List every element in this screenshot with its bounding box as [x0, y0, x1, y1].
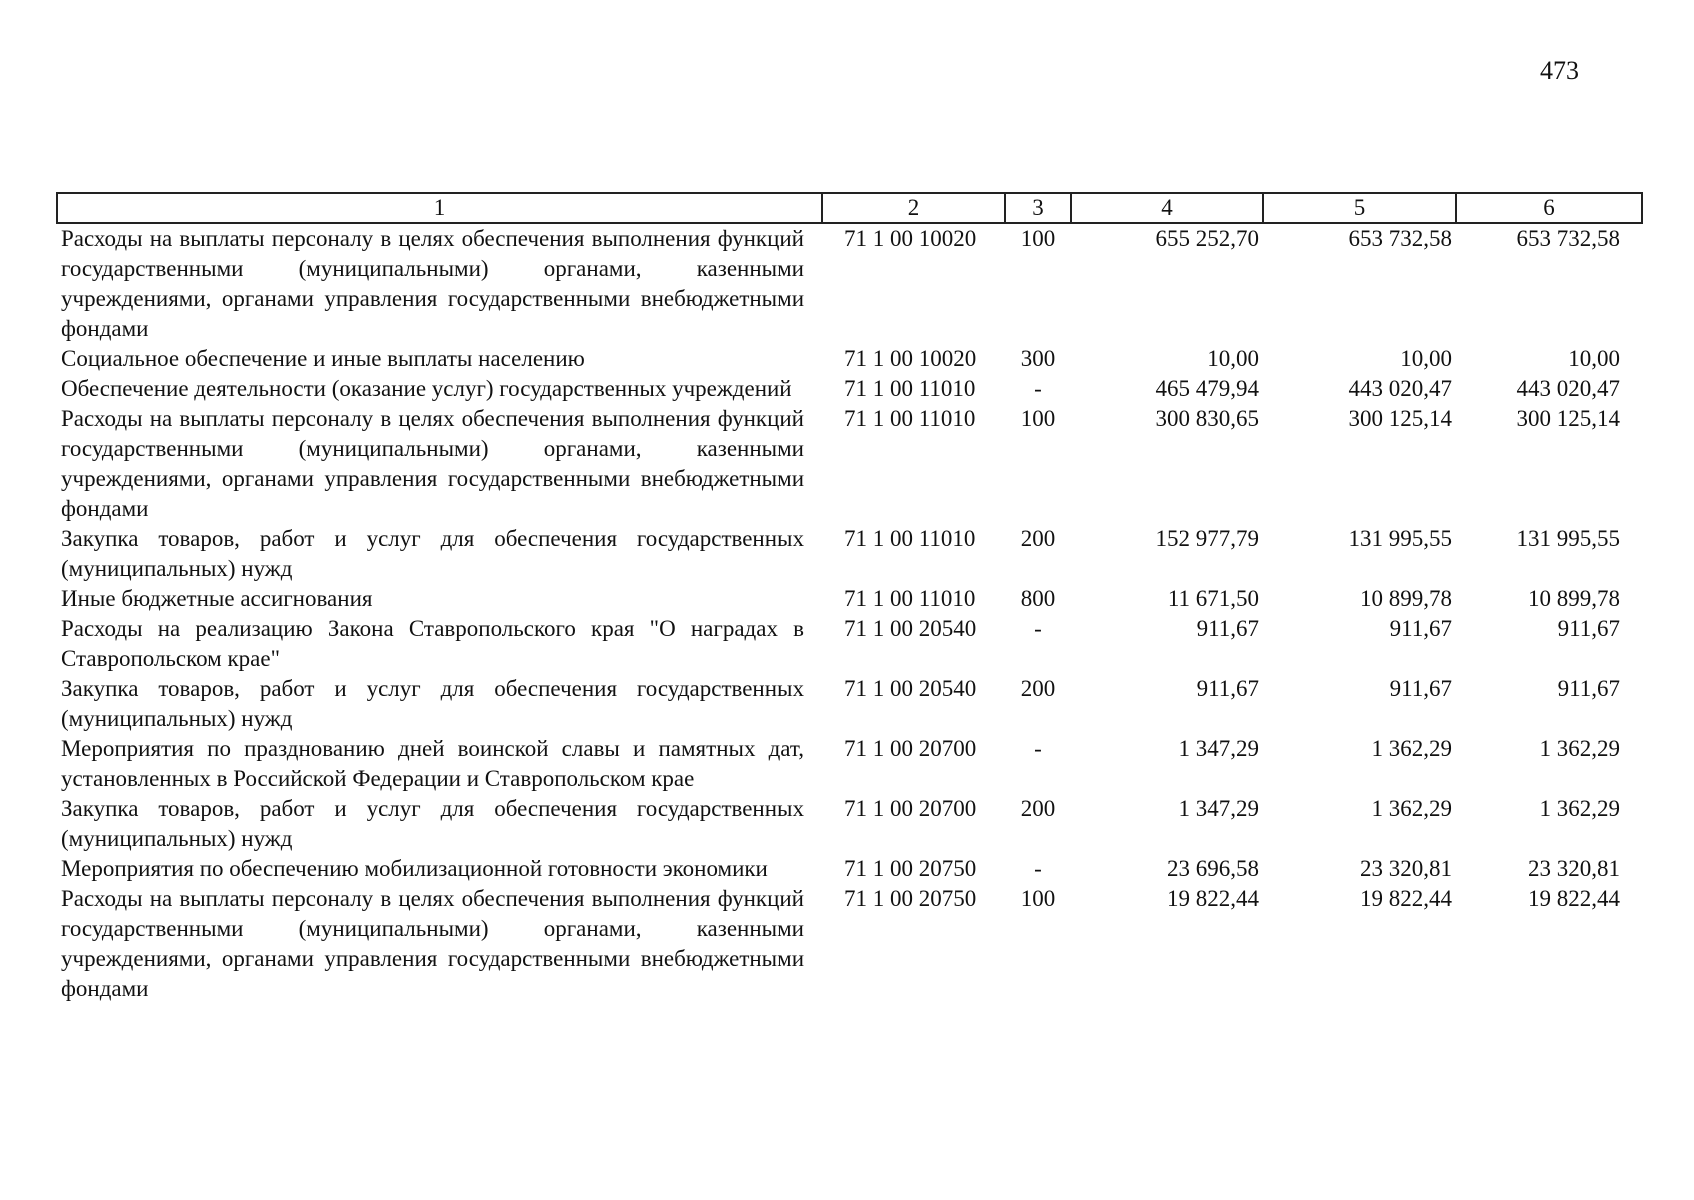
row-value-4: 300 830,65 [1155, 406, 1259, 431]
row-name: Социальное обеспечение и иные выплаты населению [61, 346, 585, 371]
header-col-2: 2 [822, 193, 1005, 223]
row-value-6: 911,67 [1557, 676, 1620, 701]
table-row [57, 524, 1642, 584]
row-name: Расходы на выплаты персоналу в целях обеспечения выполнения функций государственными (муниципальными) органами, казенными учреждениями, органами управления государственными внебюджетными фондами [61, 226, 804, 341]
row-value-6: 131 995,55 [1516, 526, 1620, 551]
row-expense-type: 800 [1020, 586, 1056, 611]
row-expense-type: 300 [1020, 346, 1056, 371]
row-name: Обеспечение деятельности (оказание услуг) государственных учреждений [61, 376, 792, 401]
row-code: 71 1 00 11010 [844, 526, 976, 551]
row-value-5: 19 822,44 [1360, 886, 1452, 911]
row-value-5: 911,67 [1389, 616, 1452, 641]
row-value-6: 1 362,29 [1539, 796, 1620, 821]
row-value-4: 911,67 [1196, 616, 1259, 641]
row-value-6: 653 732,58 [1516, 226, 1620, 251]
row-expense-type: - [1034, 856, 1042, 881]
row-expense-type: - [1034, 616, 1042, 641]
table-row [57, 794, 1642, 854]
row-code: 71 1 00 11010 [844, 376, 976, 401]
header-col-4: 4 [1071, 193, 1263, 223]
page-number: 473 [1540, 56, 1579, 85]
row-code: 71 1 00 20700 [844, 796, 977, 821]
row-value-4: 1 347,29 [1178, 796, 1259, 821]
table-row [57, 584, 1642, 614]
row-value-4: 10,00 [1207, 346, 1259, 371]
row-code: 71 1 00 20750 [844, 856, 977, 881]
row-code: 71 1 00 10020 [844, 226, 977, 251]
row-expense-type: 100 [1020, 406, 1056, 431]
row-value-5: 1 362,29 [1371, 796, 1452, 821]
row-name: Закупка товаров, работ и услуг для обеспечения государственных (муниципальных) нужд [61, 796, 804, 851]
header-row [57, 193, 1642, 223]
row-expense-type: 100 [1020, 226, 1056, 251]
row-code: 71 1 00 11010 [844, 406, 976, 431]
row-name: Закупка товаров, работ и услуг для обеспечения государственных (муниципальных) нужд [61, 676, 804, 731]
table-row [57, 884, 1642, 1004]
header-col-5: 5 [1263, 193, 1456, 223]
row-value-6: 10,00 [1568, 346, 1620, 371]
table-body [57, 223, 1642, 1004]
row-expense-type: 200 [1020, 526, 1056, 551]
header-col-3: 3 [1005, 193, 1071, 223]
row-value-5: 10 899,78 [1360, 586, 1452, 611]
row-code: 71 1 00 20750 [844, 886, 977, 911]
row-name: Расходы на выплаты персоналу в целях обеспечения выполнения функций государственными (муниципальными) органами, казенными учреждениями, органами управления государственными внебюджетными фондами [61, 406, 804, 521]
row-name: Мероприятия по обеспечению мобилизационной готовности экономики [61, 856, 768, 881]
row-code: 71 1 00 20700 [844, 736, 977, 761]
row-value-4: 23 696,58 [1167, 856, 1259, 881]
row-name: Расходы на реализацию Закона Ставропольского края "О наградах в Ставропольском крае" [61, 616, 804, 671]
row-value-6: 10 899,78 [1528, 586, 1620, 611]
table-row [57, 854, 1642, 884]
row-expense-type: - [1034, 736, 1042, 761]
row-code: 71 1 00 20540 [844, 676, 977, 701]
row-value-4: 465 479,94 [1155, 376, 1259, 401]
header-col-6: 6 [1456, 193, 1642, 223]
row-value-5: 911,67 [1389, 676, 1452, 701]
row-value-6: 300 125,14 [1516, 406, 1620, 431]
row-value-6: 911,67 [1557, 616, 1620, 641]
row-code: 71 1 00 10020 [844, 346, 977, 371]
table-row [57, 344, 1642, 374]
row-name: Иные бюджетные ассигнования [61, 586, 373, 611]
row-expense-type: 100 [1020, 886, 1056, 911]
budget-table [56, 192, 1643, 1004]
row-value-5: 300 125,14 [1348, 406, 1452, 431]
row-code: 71 1 00 20540 [844, 616, 977, 641]
row-value-5: 653 732,58 [1348, 226, 1452, 251]
table-row [57, 674, 1642, 734]
table-row [57, 734, 1642, 794]
table-row [57, 374, 1642, 404]
row-code: 71 1 00 11010 [844, 586, 976, 611]
row-value-4: 1 347,29 [1178, 736, 1259, 761]
table-header [57, 193, 1642, 223]
row-value-5: 443 020,47 [1348, 376, 1452, 401]
row-value-4: 11 671,50 [1167, 586, 1259, 611]
row-value-5: 10,00 [1400, 346, 1452, 371]
row-value-6: 443 020,47 [1516, 376, 1620, 401]
row-value-6: 23 320,81 [1528, 856, 1620, 881]
row-value-5: 23 320,81 [1360, 856, 1452, 881]
table-row [57, 404, 1642, 524]
row-value-4: 911,67 [1196, 676, 1259, 701]
row-name: Расходы на выплаты персоналу в целях обеспечения выполнения функций государственными (муниципальными) органами, казенными учреждениями, органами управления государственными внебюджетными фондами [61, 886, 804, 1001]
table-row [57, 223, 1642, 344]
row-value-5: 1 362,29 [1371, 736, 1452, 761]
row-value-4: 152 977,79 [1155, 526, 1259, 551]
row-name: Мероприятия по празднованию дней воинской славы и памятных дат, установленных в Российской Федерации и Ставропольском крае [61, 736, 804, 791]
row-expense-type: 200 [1020, 796, 1056, 821]
row-value-4: 19 822,44 [1167, 886, 1259, 911]
row-value-6: 19 822,44 [1528, 886, 1620, 911]
row-value-6: 1 362,29 [1539, 736, 1620, 761]
row-expense-type: 200 [1020, 676, 1056, 701]
row-value-5: 131 995,55 [1348, 526, 1452, 551]
table-row [57, 614, 1642, 674]
header-col-1: 1 [57, 193, 822, 223]
row-name: Закупка товаров, работ и услуг для обеспечения государственных (муниципальных) нужд [61, 526, 804, 581]
row-expense-type: - [1034, 376, 1042, 401]
row-value-4: 655 252,70 [1155, 226, 1259, 251]
